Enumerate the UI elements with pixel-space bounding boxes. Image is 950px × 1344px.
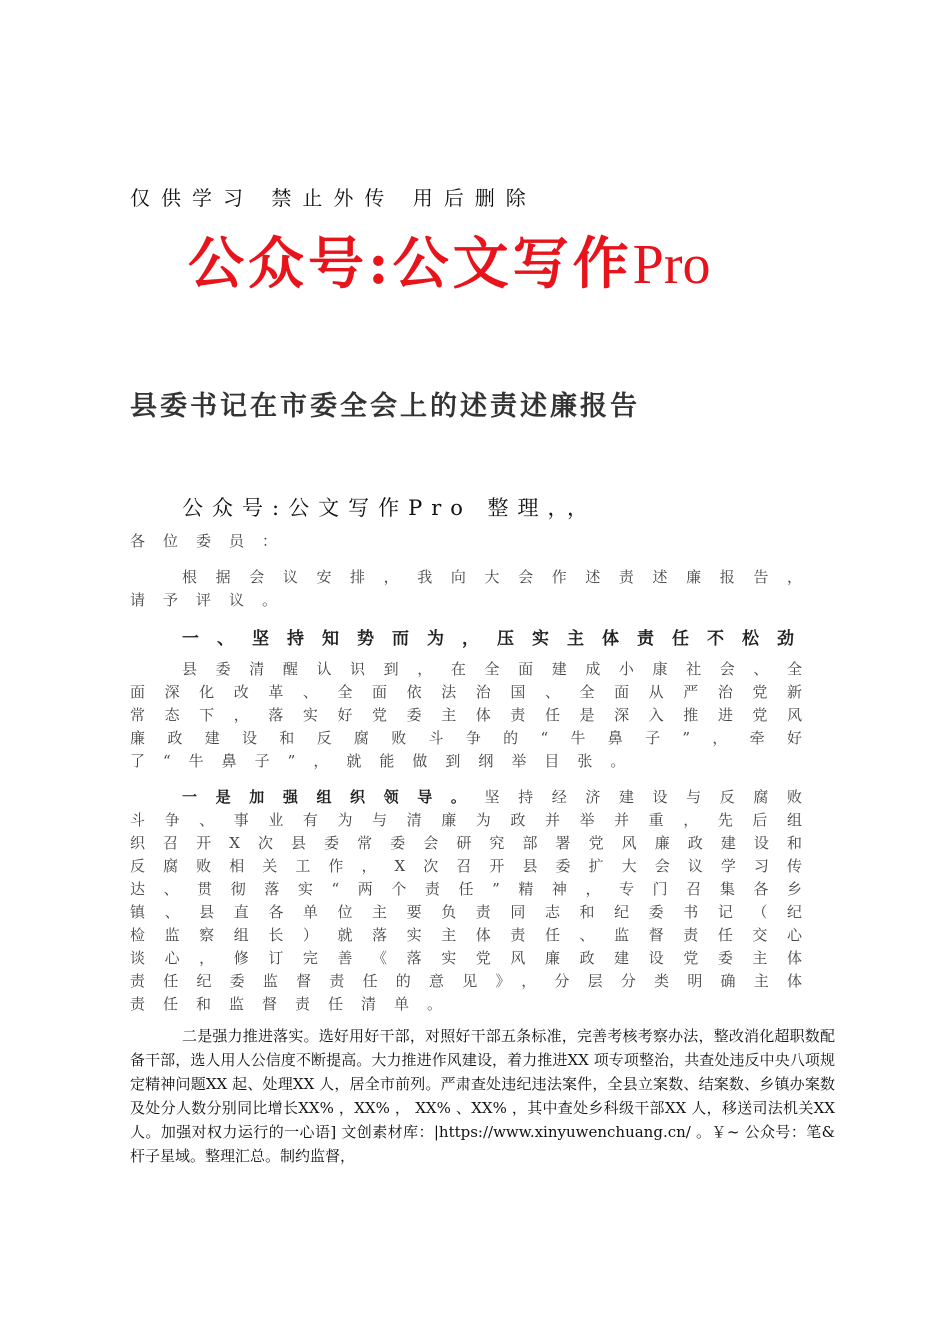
section1-paragraph-3: 二是强力推进落实。选好用好干部，对照好干部五条标准，完善考核考察办法，整改消化超职数配备干部，选人用人公信度不断提高。大力推进作风建设，着力推进XX 项专项整治，共查处违反中央八项规定精神问题XX 起、处理XX 人，居全市前列。严肃查处违纪违法案件，全县立案数、结案数、乡镇办案数及处分人数分别同比增长XX% ，XX% ， XX% 、XX% ，其中查处乡科级干部XX 人，移送司法机关XX 人。加强对权力运行的一心语] 文创素材库：|https://www.xinyuwenchuang.cn/ 。￥~ 公众号：笔& 杆子星域。整理汇总。制约监督， bbox=[130, 1027, 835, 1165]
brand-suffix: Pro bbox=[632, 234, 711, 296]
section1-paragraph-1: 县委清醒认识到，在全面建成小康社会、全面深化改革、全面依法治国、全面从严治党新常态下，落实好党委主体责任是深入推进党风廉政建设和反腐败斗争的“牛鼻子”，牵好了“牛鼻子”，就能做到纲举目张。 bbox=[130, 660, 820, 770]
section-heading-1: 一、坚持知势而为，压实主体责任不松劲 bbox=[182, 629, 812, 649]
salutation: 各位委员： bbox=[130, 532, 296, 550]
document-subtitle: 公众号:公文写作Pro 整理，， bbox=[182, 496, 598, 520]
paragraph-lead: 一是加强组织领导。 bbox=[182, 788, 485, 806]
section1-paragraph-2 bbox=[130, 786, 820, 1016]
intro-paragraph: 根据会议安排，我向大会作述责述廉报告，请予评议。 bbox=[130, 568, 820, 609]
brand-watermark bbox=[188, 220, 710, 300]
usage-notice: 仅供学习 禁止外传 用后删除 bbox=[130, 186, 537, 210]
document-title: 县委书记在市委全会上的述责述廉报告 bbox=[130, 391, 640, 422]
paragraph-body: 坚持经济建设与反腐败斗争、事业有为与清廉为政并举并重，先后组织召开X次县委常委会研究部署党风廉政建设和反腐败相关工作，X次召开县委扩大会议学习传达、贯彻落实“两个责任”精神，专门召集各乡镇、县直各单位主要负责同志和纪委书记（纪检监察组长）就落实主体责任、监督责任交心谈心，修订完善《落实党风廉政建设党委主体责任纪委监督责任的意见》，分层分类明确主体责任和监督责任清单。 bbox=[130, 788, 820, 1013]
brand-main: 公众号:公文写作 bbox=[188, 231, 633, 297]
